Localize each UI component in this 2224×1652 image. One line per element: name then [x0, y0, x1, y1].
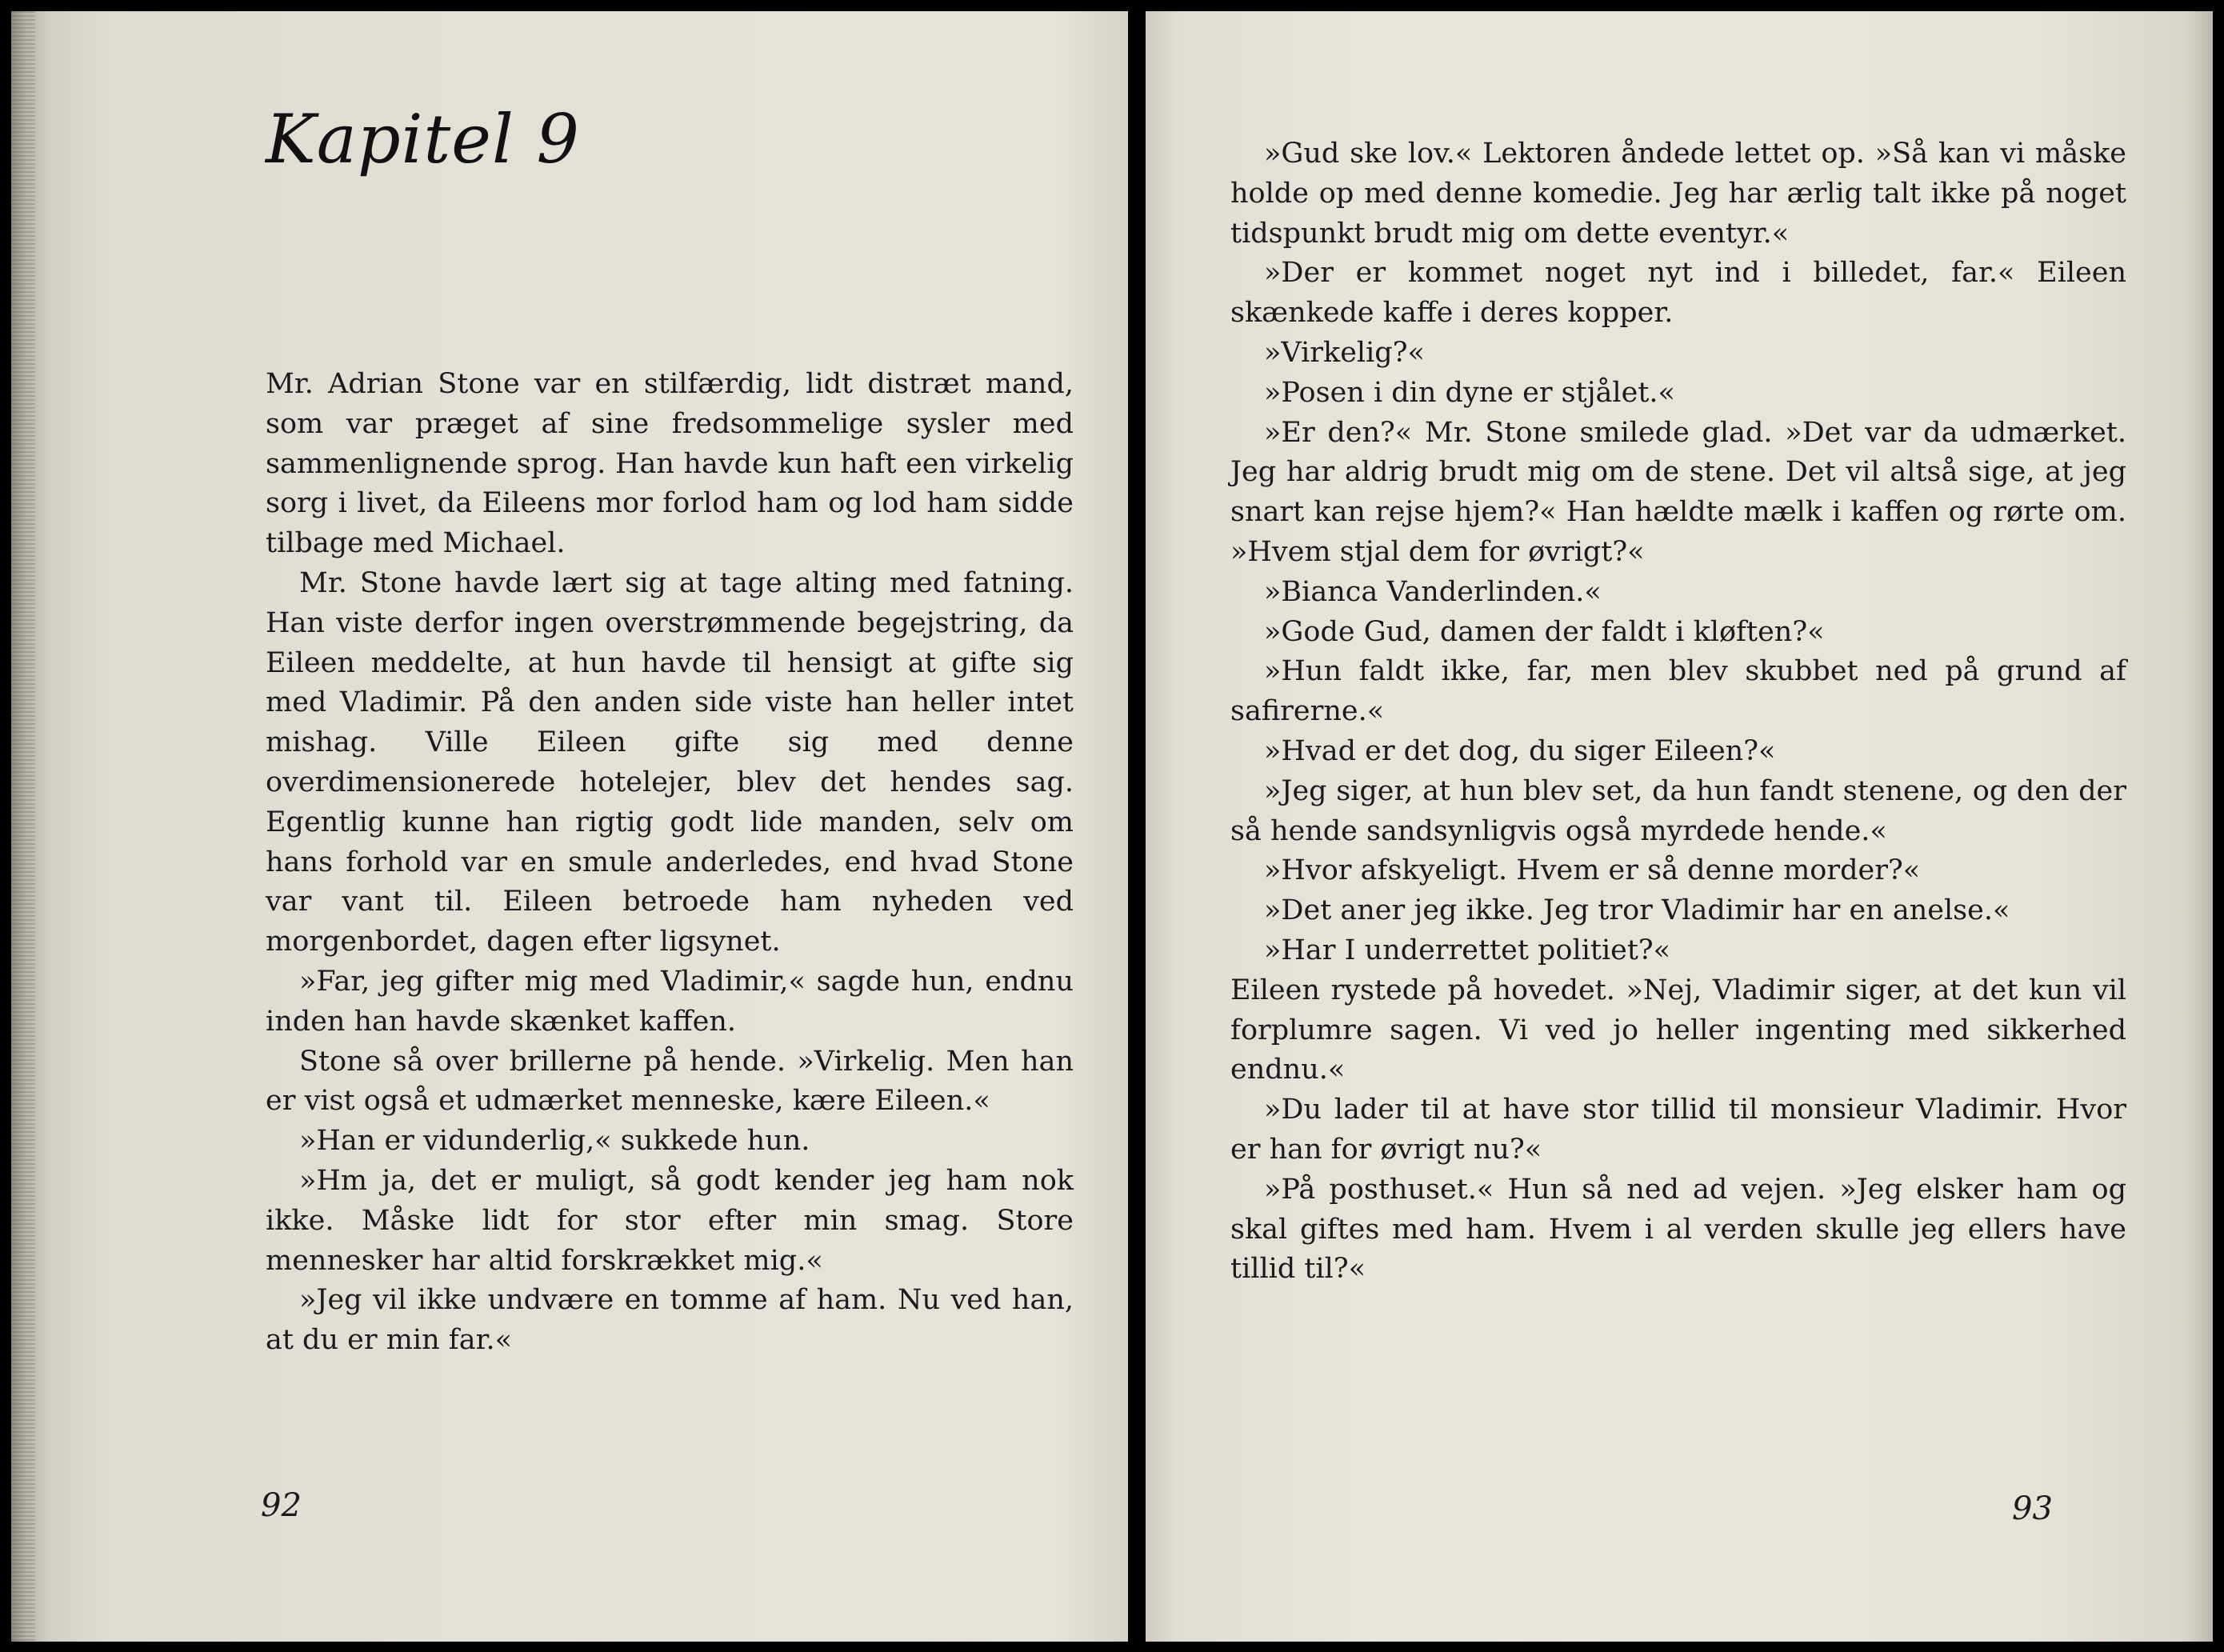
paragraph: »Har I underrettet politiet?« — [1264, 934, 1671, 966]
paragraph: »Jeg siger, at hun blev set, da hun fandt stenene, og den der så hende sandsynligvis også myrdede hende.« — [1230, 774, 2126, 847]
paragraph: »Gode Gud, damen der faldt i kløften?« — [1264, 615, 1825, 648]
paragraph: Mr. Stone havde lært sig at tage alting med fatning. Han viste derfor ingen overstrømmende begejstring, da Eileen meddelte, at hun havde til hensigt at gifte sig med Vladimir. På den anden side viste han heller intet mishag. Ville Eileen gifte sig med denne overdimensionerede hotelejer, blev det hendes sag. Egentlig kunne han rigtig godt lide manden, selv om hans forhold var en smule anderledes, end hvad Stone var vant til. Eileen betroede ham nyheden ved morgenbordet, dagen efter ligsynet. — [266, 566, 1074, 958]
paragraph: Mr. Adrian Stone var en stilfærdig, lidt distræt mand, som var præget af sine fredsommelige sysler med sammenlignende sprog. Han havde kun haft een virkelig sorg i livet, da Eileens mor forlod ham og lod ham sidde tilbage med Michael. — [266, 368, 1074, 560]
paragraph: »Far, jeg gifter mig med Vladimir,« sagde hun, endnu inden han havde skænket kaffen. — [266, 965, 1074, 1038]
paragraph: »Der er kommet noget nyt ind i billedet, far.« Eileen skænkede kaffe i deres kopper. — [1230, 257, 2126, 330]
paragraph: »Bianca Vanderlinden.« — [1264, 575, 1602, 608]
paragraph: »Virkelig?« — [1264, 336, 1425, 369]
page-number: 92 — [261, 1487, 302, 1524]
paragraph: »På posthuset.« Hun så ned ad vejen. »Jeg elsker ham og skal giftes med ham. Hvem i al verden skulle jeg ellers have tillid til?« — [1230, 1173, 2126, 1286]
left-page-body — [266, 365, 1074, 1361]
right-page — [1146, 11, 2213, 1642]
chapter-title: Kapitel 9 — [266, 100, 580, 178]
paragraph: »Han er vidunderlig,« sukkede hun. — [299, 1125, 810, 1158]
paragraph: Stone så over brillerne på hende. »Virkelig. Men han er vist også et udmærket menneske, kære Eileen.« — [266, 1045, 1074, 1118]
paragraph: »Jeg vil ikke undvære en tomme af ham. Nu ved han, at du er min far.« — [266, 1284, 1074, 1357]
right-page-body — [1230, 134, 2126, 1290]
paragraph: »Er den?« Mr. Stone smilede glad. »Det var da udmærket. Jeg har aldrig brudt mig om de stene. Det vil altså sige, at jeg snart kan rejse hjem?« Han hældte mælk i kaffen og rørte om. »Hvem stjal dem for øvrigt?« — [1230, 416, 2126, 568]
paragraph: »Du lader til at have stor tillid til monsieur Vladimir. Hvor er han for øvrigt nu?« — [1230, 1094, 2126, 1166]
paragraph: »Hm ja, det er muligt, så godt kender jeg ham nok ikke. Måske lidt for stor efter min smag. Store mennesker har altid forskrækket mig.« — [266, 1164, 1074, 1277]
paragraph: »Hvad er det dog, du siger Eileen?« — [1264, 734, 1776, 767]
paragraph: »Gud ske lov.« Lektoren åndede lettet op. »Så kan vi måske holde op med denne komedie. Jeg har ærlig talt ikke på noget tidspunkt brudt mig om dette eventyr.« — [1230, 138, 2126, 250]
page-number: 93 — [2012, 1490, 2053, 1527]
paragraph: »Hvor afskyeligt. Hvem er så denne morder?« — [1264, 854, 1921, 887]
paragraph: »Det aner jeg ikke. Jeg tror Vladimir har en anelse.« — [1264, 894, 2010, 927]
paragraph: »Posen i din dyne er stjålet.« — [1264, 376, 1675, 409]
left-page — [11, 11, 1128, 1642]
paragraph: Eileen rystede på hovedet. »Nej, Vladimir siger, at det kun vil forplumre sagen. Vi ved jo heller ingenting med sikkerhed endnu.« — [1230, 974, 2126, 1086]
page-stack-edge — [11, 11, 35, 1642]
paragraph: »Hun faldt ikke, far, men blev skubbet ned på grund af safirerne.« — [1230, 655, 2126, 728]
